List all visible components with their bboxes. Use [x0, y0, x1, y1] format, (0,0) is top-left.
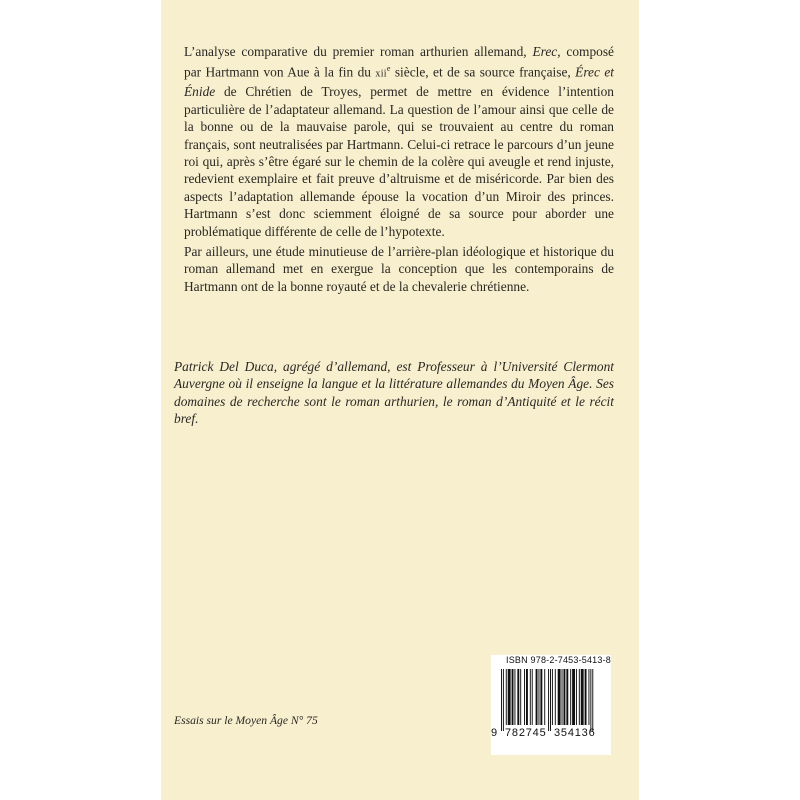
- barcode-bar: [536, 669, 538, 725]
- barcode-bar: [526, 669, 528, 725]
- barcode-bar: [540, 669, 542, 725]
- barcode-digit-group-1: 782745: [505, 727, 547, 739]
- century-suffix: e: [386, 64, 391, 74]
- barcode-digit-lead: 9: [491, 727, 498, 739]
- barcode-bar: [503, 669, 504, 731]
- author-bio: Patrick Del Duca, agrégé d’allemand, est Professeur à l’Université Clermont Auvergne où il enseigne la langue et la littérature allemandes du Moyen Âge. Ses domaines de recherche sont le roman arthurien, le roman d’Antiquité et le récit bref.: [174, 359, 614, 427]
- work-title-erec-et-enide: Érec et Énide: [184, 64, 614, 100]
- barcode-bar: [562, 669, 563, 725]
- barcode-bar: [524, 669, 525, 725]
- synopsis-paragraph-1: [184, 43, 614, 240]
- barcode-bar: [508, 669, 511, 725]
- barcode-bar: [566, 669, 568, 725]
- century-numeral: xii: [375, 68, 387, 80]
- barcode-bar: [514, 669, 515, 725]
- barcode-bar: [579, 669, 580, 725]
- synopsis-text: L’analyse comparative du premier roman arthurien allemand,: [184, 44, 533, 59]
- barcode-digit-group-2: 354136: [554, 727, 596, 739]
- synopsis: [184, 43, 614, 295]
- barcode-bar: [563, 669, 565, 725]
- barcode-bar: [512, 669, 514, 725]
- barcode-bar: [588, 669, 589, 725]
- synopsis-text: siècle, et de sa source française,: [390, 64, 576, 80]
- barcode-bar: [555, 669, 556, 725]
- barcode-bar: [506, 669, 507, 725]
- barcode-bar: [572, 669, 575, 725]
- barcode-bar: [501, 669, 502, 731]
- barcode-bar: [585, 669, 587, 725]
- barcode-bar: [558, 669, 561, 725]
- series-title: Essais sur le Moyen Âge N° 75: [174, 714, 318, 727]
- isbn-label: ISBN 978-2-7453-5413-8: [506, 655, 611, 665]
- barcode-bar: [550, 669, 551, 731]
- back-cover: [161, 0, 639, 800]
- barcode-bar: [590, 669, 591, 731]
- barcode-bar: [520, 669, 521, 725]
- synopsis-text: , composé par Hartmann von Aue à la fin du: [184, 44, 614, 80]
- barcode-bars: [499, 669, 605, 731]
- barcode-bar: [538, 669, 539, 725]
- barcode-bar: [570, 669, 571, 725]
- isbn-barcode: [491, 655, 611, 755]
- barcode-bar: [548, 669, 549, 731]
- barcode-bar: [552, 669, 553, 725]
- barcode-bar: [544, 669, 545, 725]
- barcode-bar: [517, 669, 519, 725]
- barcode-bar: [581, 669, 584, 725]
- synopsis-text: de Chrétien de Troyes, permet de mettre en évidence l’intention particulière de l’adaptateur allemand. La question de l’amour ainsi que celle de la bonne ou de la mauvaise parole, qui se trouvaient au centre du roman français, sont neutralisées par Hartmann. Celui-ci retrace le parcours d’un jeune roi qui, après s’être égaré sur le chemin de la colère qui aveugle et rend injuste, redevient exemplaire et fait preuve d’altruisme et de miséricorde. Par bien des aspects l’adaptation allemande épouse la vocation d’un Miroir des princes. Hartmann s’est donc sciemment éloigné de sa source pour aborder une problématique différente de celle de l’hypotexte.: [184, 84, 614, 239]
- barcode-bar: [532, 669, 533, 725]
- work-title-erec: Erec: [532, 44, 558, 59]
- synopsis-paragraph-2: Par ailleurs, une étude minutieuse de l’arrière-plan idéologique et historique du roman allemand met en exergue la conception que les contemporains de Hartmann ont de la bonne royauté et de la chevalerie chrétienne.: [184, 243, 614, 294]
- barcode-bar: [530, 669, 531, 725]
- barcode-bar: [592, 669, 593, 731]
- barcode-bar: [576, 669, 577, 725]
